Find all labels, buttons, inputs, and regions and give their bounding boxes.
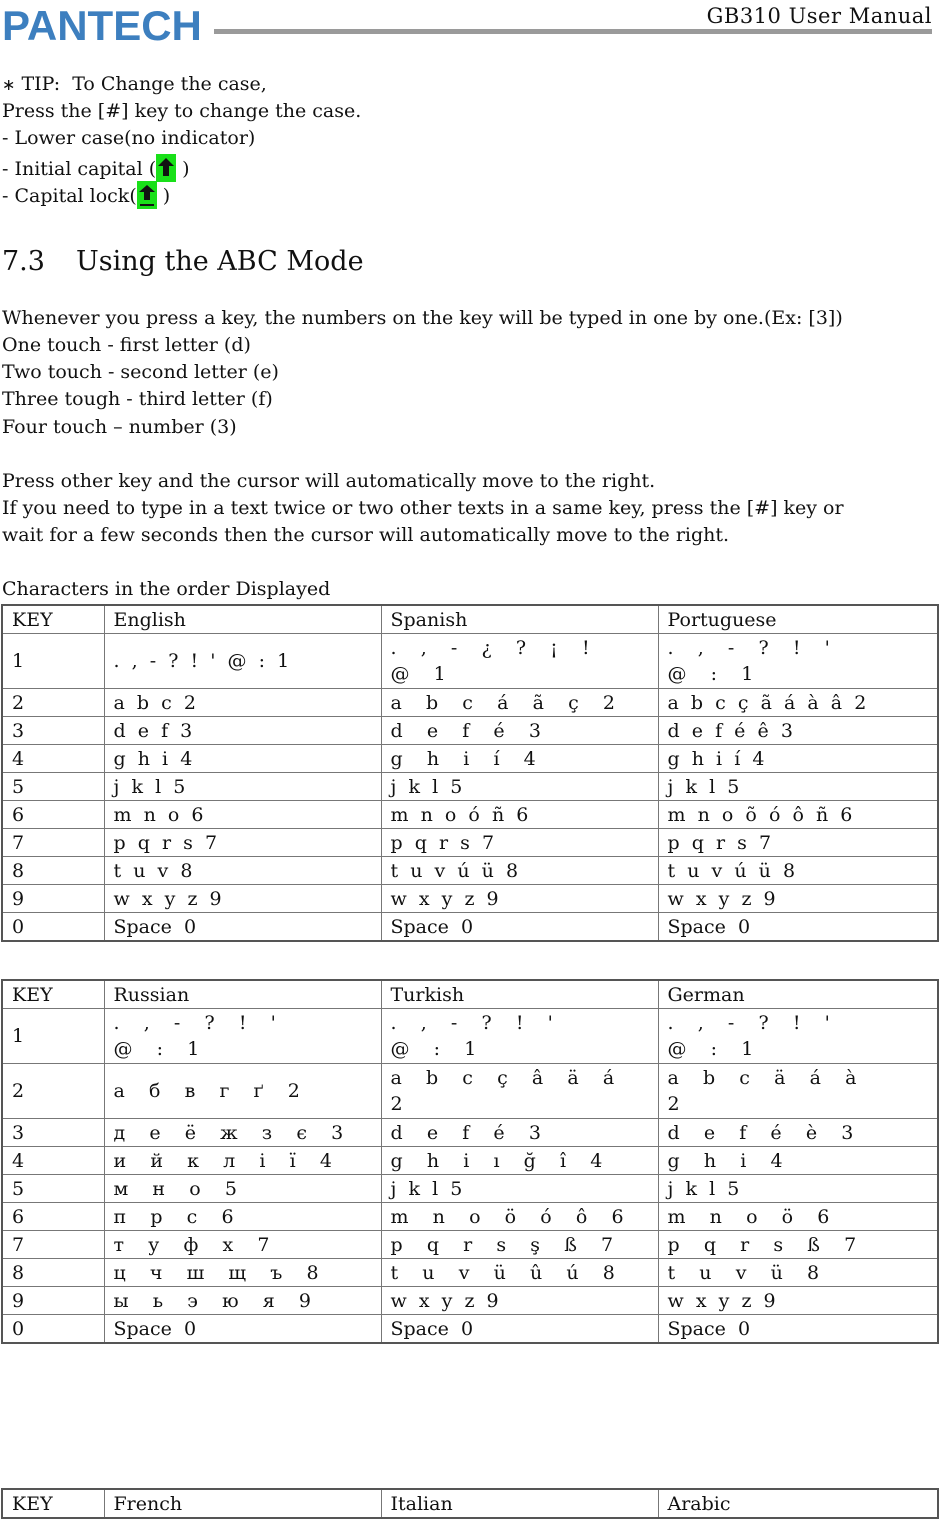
table-row bbox=[2, 773, 938, 801]
key-cell: 7 bbox=[2, 829, 104, 857]
tip-line-3 bbox=[2, 154, 190, 182]
characters-table-3 bbox=[1, 1488, 939, 1519]
table-row bbox=[2, 1175, 938, 1203]
char-cell: ы ь э ю я 9 bbox=[104, 1287, 381, 1315]
char-cell: m n o ö 6 bbox=[658, 1203, 938, 1231]
header-key: KEY bbox=[2, 605, 104, 634]
header-italian: Italian bbox=[381, 1489, 658, 1518]
capital-lock-icon bbox=[137, 181, 157, 209]
section-title: Using the ABC Mode bbox=[76, 246, 364, 277]
key-cell: 8 bbox=[2, 857, 104, 885]
header-arabic: Arabic bbox=[658, 1489, 938, 1518]
characters-table-2 bbox=[1, 979, 939, 1344]
asterisk-icon: ∗ bbox=[2, 75, 16, 94]
key-cell: 6 bbox=[2, 1203, 104, 1231]
char-cell: a b c ç ã á à â 2 bbox=[658, 689, 938, 717]
header-russian: Russian bbox=[104, 980, 381, 1009]
char-cell: a b c á ã ç 2 bbox=[381, 689, 658, 717]
char-cell: m n o ö ó ô 6 bbox=[381, 1203, 658, 1231]
key-cell: 5 bbox=[2, 1175, 104, 1203]
table-row bbox=[2, 1119, 938, 1147]
char-cell: g h i ı ğ î 4 bbox=[381, 1147, 658, 1175]
header-key: KEY bbox=[2, 980, 104, 1009]
char-cell: d e f é è 3 bbox=[658, 1119, 938, 1147]
characters-table-1 bbox=[1, 604, 939, 942]
key-cell: 1 bbox=[2, 634, 104, 689]
logo-text: PANTECH bbox=[2, 2, 202, 49]
char-cell: д е ё ж з є 3 bbox=[104, 1119, 381, 1147]
char-cell: a b c ç â ä á 2 bbox=[381, 1064, 658, 1119]
char-cell: j k l 5 bbox=[658, 773, 938, 801]
table-row bbox=[2, 1064, 938, 1119]
table-row bbox=[2, 857, 938, 885]
char-cell: п р с 6 bbox=[104, 1203, 381, 1231]
header-key: KEY bbox=[2, 1489, 104, 1518]
char-cell: . , - ? ! ' @ : 1 bbox=[104, 634, 381, 689]
char-cell: Space 0 bbox=[381, 913, 658, 942]
key-cell: 6 bbox=[2, 801, 104, 829]
char-cell: t u v ü 8 bbox=[658, 1259, 938, 1287]
key-cell: 4 bbox=[2, 1147, 104, 1175]
manual-title: GB310 User Manual bbox=[706, 4, 932, 28]
header-english: English bbox=[104, 605, 381, 634]
header-french: French bbox=[104, 1489, 381, 1518]
char-cell: d e f 3 bbox=[104, 717, 381, 745]
initial-capital-icon bbox=[156, 154, 176, 182]
key-cell: 9 bbox=[2, 885, 104, 913]
tip-line-4-prefix: - Capital lock( bbox=[2, 185, 137, 207]
key-cell: 9 bbox=[2, 1287, 104, 1315]
key-cell: 4 bbox=[2, 745, 104, 773]
tip-line bbox=[2, 73, 267, 95]
char-cell: j k l 5 bbox=[381, 773, 658, 801]
char-cell: p q r s 7 bbox=[381, 829, 658, 857]
char-cell: m n o 6 bbox=[104, 801, 381, 829]
char-cell: g h i í 4 bbox=[381, 745, 658, 773]
table-row bbox=[2, 634, 938, 689]
body-paragraph: Three tough - third letter (f) bbox=[2, 388, 273, 410]
tip-intro: To Change the case, bbox=[60, 73, 267, 95]
char-cell: p q r s ß 7 bbox=[658, 1231, 938, 1259]
header-german: German bbox=[658, 980, 938, 1009]
char-cell: d e f é ê 3 bbox=[658, 717, 938, 745]
key-cell: 2 bbox=[2, 689, 104, 717]
char-cell: . , - ? ! ' @ : 1 bbox=[658, 1009, 938, 1064]
tip-line-3-prefix: - Initial capital ( bbox=[2, 158, 157, 180]
char-cell: w x y z 9 bbox=[381, 1287, 658, 1315]
key-cell: 3 bbox=[2, 717, 104, 745]
char-cell: Space 0 bbox=[104, 913, 381, 942]
char-cell: m n o ó ñ 6 bbox=[381, 801, 658, 829]
char-cell: Space 0 bbox=[658, 1315, 938, 1344]
char-cell: d e f é 3 bbox=[381, 1119, 658, 1147]
char-cell: p q r s 7 bbox=[658, 829, 938, 857]
char-cell: Space 0 bbox=[104, 1315, 381, 1344]
header-portuguese: Portuguese bbox=[658, 605, 938, 634]
tip-line-2: - Lower case(no indicator) bbox=[2, 127, 256, 149]
table-row bbox=[2, 717, 938, 745]
body-paragraph: Two touch - second letter (e) bbox=[2, 361, 279, 383]
char-cell: g h i í 4 bbox=[658, 745, 938, 773]
header-spanish: Spanish bbox=[381, 605, 658, 634]
char-cell: t u v ú ü 8 bbox=[658, 857, 938, 885]
char-cell: a b c ä á à 2 bbox=[658, 1064, 938, 1119]
char-cell: . , - ? ! ' @ : 1 bbox=[381, 1009, 658, 1064]
char-cell: d e f é 3 bbox=[381, 717, 658, 745]
page-header bbox=[0, 0, 940, 60]
table-row bbox=[2, 1315, 938, 1344]
char-cell: w x y z 9 bbox=[658, 885, 938, 913]
body-paragraph: Four touch – number (3) bbox=[2, 416, 237, 438]
char-cell: g h i 4 bbox=[104, 745, 381, 773]
char-cell: а б в г ґ 2 bbox=[104, 1064, 381, 1119]
char-cell: . , - ¿ ? ¡ ! @ 1 bbox=[381, 634, 658, 689]
tip-line-3-suffix: ) bbox=[176, 158, 190, 180]
body-paragraph: One touch - first letter (d) bbox=[2, 334, 251, 356]
char-cell: Space 0 bbox=[658, 913, 938, 942]
table-row bbox=[2, 1203, 938, 1231]
char-cell: w x y z 9 bbox=[104, 885, 381, 913]
body-paragraph: Whenever you press a key, the numbers on the key will be typed in one by one.(Ex: [3]) bbox=[2, 307, 843, 329]
tip-label: TIP: bbox=[21, 73, 61, 95]
header-turkish: Turkish bbox=[381, 980, 658, 1009]
key-cell: 0 bbox=[2, 913, 104, 942]
body-paragraph: Press other key and the cursor will automatically move to the right. bbox=[2, 470, 656, 492]
table-row bbox=[2, 1147, 938, 1175]
char-cell: j k l 5 bbox=[381, 1175, 658, 1203]
char-cell: g h i 4 bbox=[658, 1147, 938, 1175]
char-cell: a b c 2 bbox=[104, 689, 381, 717]
header-rule bbox=[214, 29, 932, 34]
char-cell: . , - ? ! ' @ : 1 bbox=[658, 634, 938, 689]
key-cell: 2 bbox=[2, 1064, 104, 1119]
char-cell: t u v 8 bbox=[104, 857, 381, 885]
char-cell: j k l 5 bbox=[658, 1175, 938, 1203]
table-row bbox=[2, 1009, 938, 1064]
table-header-row bbox=[2, 980, 938, 1009]
key-cell: 7 bbox=[2, 1231, 104, 1259]
table-row bbox=[2, 801, 938, 829]
section-number: 7.3 bbox=[2, 246, 45, 277]
char-cell: t u v ú ü 8 bbox=[381, 857, 658, 885]
table-row bbox=[2, 1231, 938, 1259]
char-cell: t u v ü û ú 8 bbox=[381, 1259, 658, 1287]
char-cell: т у ф х 7 bbox=[104, 1231, 381, 1259]
table-caption: Characters in the order Displayed bbox=[2, 578, 331, 600]
tip-line-4-suffix: ) bbox=[156, 185, 171, 207]
key-cell: 5 bbox=[2, 773, 104, 801]
tip-line-1: Press the [#] key to change the case. bbox=[2, 100, 362, 122]
table-header-row bbox=[2, 1489, 938, 1518]
table-row bbox=[2, 913, 938, 942]
key-cell: 0 bbox=[2, 1315, 104, 1344]
section-heading bbox=[2, 246, 364, 277]
char-cell: . , - ? ! ' @ : 1 bbox=[104, 1009, 381, 1064]
table-row bbox=[2, 1259, 938, 1287]
table-row bbox=[2, 745, 938, 773]
key-cell: 8 bbox=[2, 1259, 104, 1287]
tip-line-4 bbox=[2, 181, 170, 209]
table-row bbox=[2, 829, 938, 857]
char-cell: w x y z 9 bbox=[381, 885, 658, 913]
key-cell: 3 bbox=[2, 1119, 104, 1147]
char-cell: j k l 5 bbox=[104, 773, 381, 801]
table-header-row bbox=[2, 605, 938, 634]
char-cell: m n o õ ó ô ñ 6 bbox=[658, 801, 938, 829]
key-cell: 1 bbox=[2, 1009, 104, 1064]
table-row bbox=[2, 1287, 938, 1315]
char-cell: и й к л і ї 4 bbox=[104, 1147, 381, 1175]
char-cell: p q r s ş ß 7 bbox=[381, 1231, 658, 1259]
char-cell: м н о 5 bbox=[104, 1175, 381, 1203]
body-paragraph: wait for a few seconds then the cursor will automatically move to the right. bbox=[2, 524, 730, 546]
pantech-logo bbox=[2, 0, 212, 61]
char-cell: w x y z 9 bbox=[658, 1287, 938, 1315]
body-paragraph: If you need to type in a text twice or two other texts in a same key, press the [#] key or bbox=[2, 497, 844, 519]
char-cell: Space 0 bbox=[381, 1315, 658, 1344]
char-cell: ц ч ш щ ъ 8 bbox=[104, 1259, 381, 1287]
table-row bbox=[2, 689, 938, 717]
table-row bbox=[2, 885, 938, 913]
char-cell: p q r s 7 bbox=[104, 829, 381, 857]
